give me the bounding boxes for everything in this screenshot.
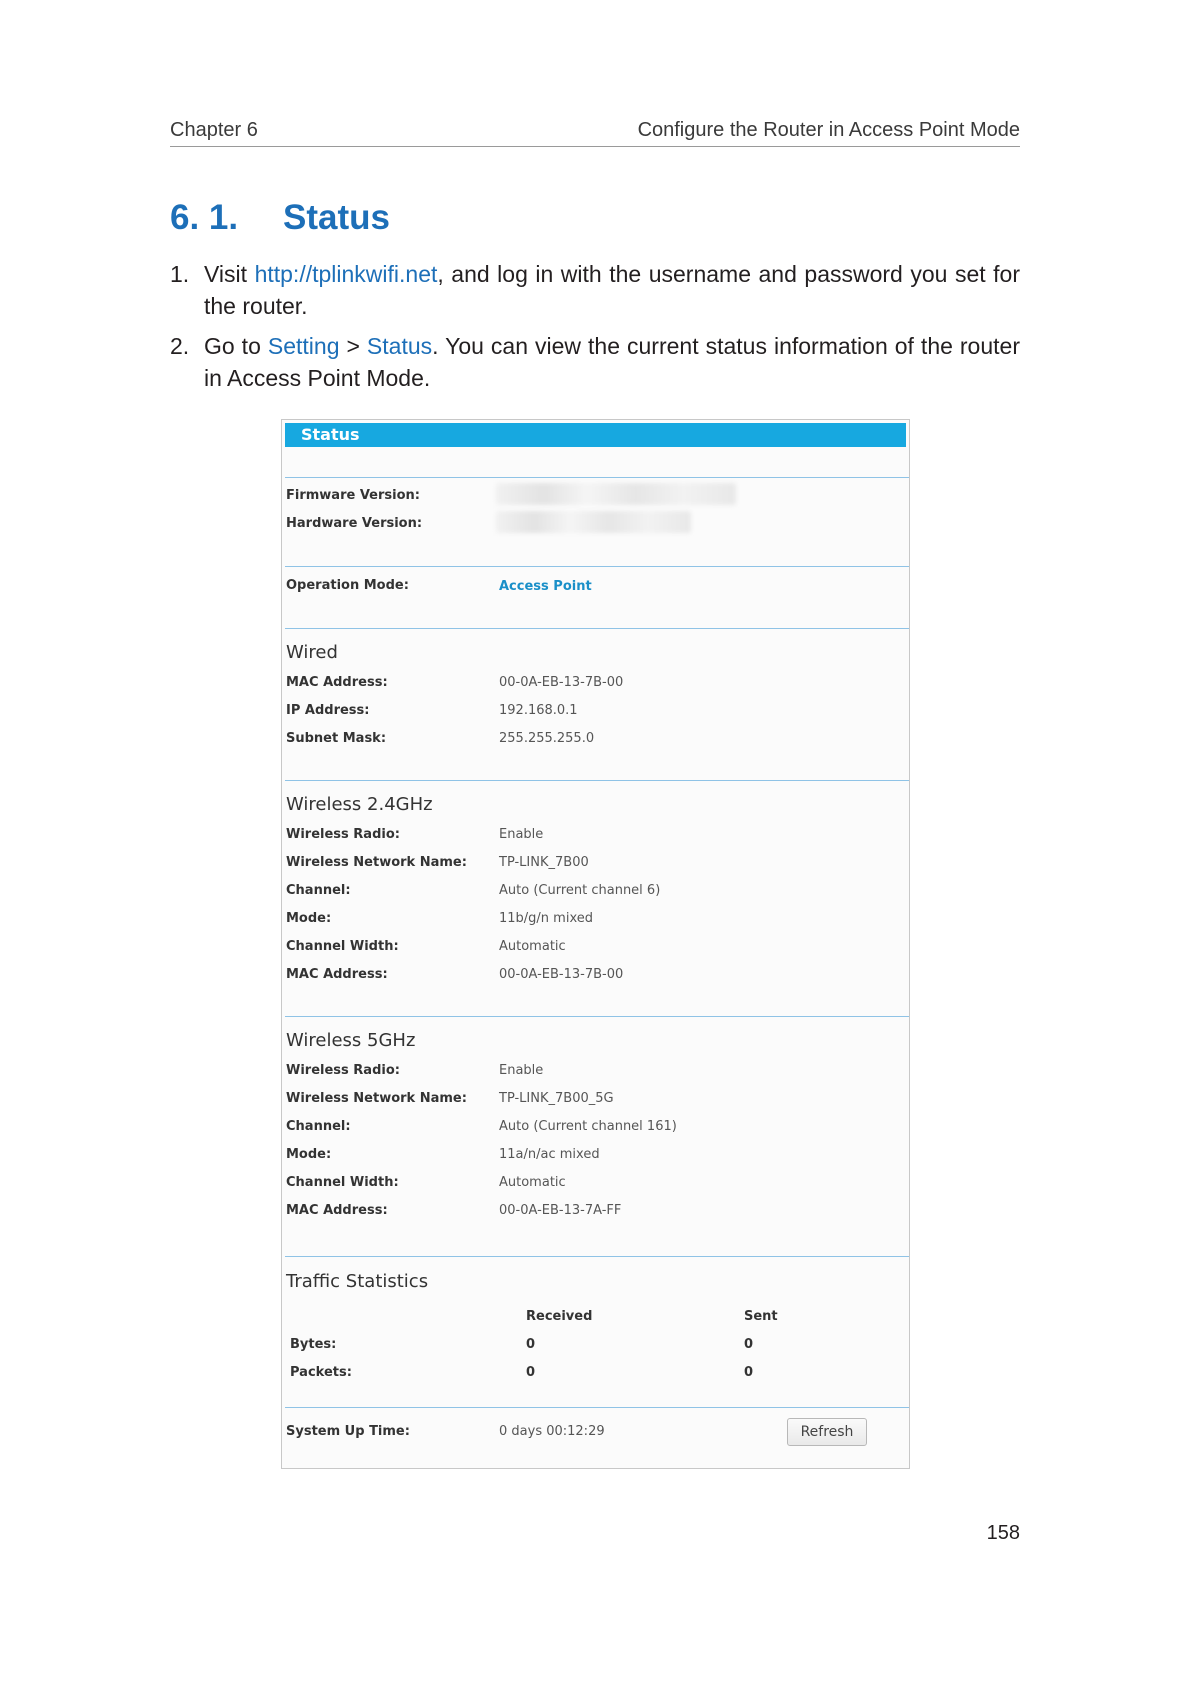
step-text-suffix: , and log in with the username and password you set for the router.: [204, 261, 1020, 319]
status-link[interactable]: Status: [366, 333, 433, 359]
wired-mac-label: MAC Address:: [286, 675, 388, 690]
wireless-5ghz-heading: Wireless 5GHz: [286, 1030, 416, 1051]
wired-subnet-label: Subnet Mask:: [286, 731, 387, 746]
section-heading: [170, 198, 390, 238]
chapter-label: Chapter 6: [170, 119, 258, 141]
wired-subnet-value: 255.255.255.0: [499, 731, 595, 746]
wireless-24ghz-heading: Wireless 2.4GHz: [286, 794, 433, 815]
w24-radio-value: Enable: [499, 827, 544, 842]
divider: [285, 566, 909, 567]
system-up-time-value: 0 days 00:12:29: [499, 1424, 605, 1439]
divider: [285, 1016, 909, 1017]
w24-mode-value: 11b/g/n mixed: [499, 911, 593, 926]
bytes-received-value: 0: [526, 1337, 536, 1352]
w24-ssid-label: Wireless Network Name:: [286, 855, 467, 870]
step-number: 1.: [170, 261, 190, 287]
operation-mode-value: Access Point: [499, 579, 592, 594]
w5-width-label: Channel Width:: [286, 1175, 399, 1190]
w24-width-label: Channel Width:: [286, 939, 399, 954]
refresh-button[interactable]: Refresh: [787, 1418, 867, 1446]
traffic-statistics-heading: Traffic Statistics: [286, 1271, 429, 1292]
divider: [285, 1256, 909, 1257]
w24-channel-value: Auto (Current channel 6): [499, 883, 661, 898]
wired-heading: Wired: [286, 642, 338, 663]
w5-channel-value: Auto (Current channel 161): [499, 1119, 677, 1134]
wired-ip-label: IP Address:: [286, 703, 370, 718]
received-column-header: Received: [526, 1309, 593, 1324]
firmware-version-label: Firmware Version:: [286, 488, 420, 503]
packets-label: Packets:: [290, 1365, 352, 1380]
sent-column-header: Sent: [744, 1309, 778, 1324]
divider: [285, 780, 909, 781]
packets-sent-value: 0: [744, 1365, 754, 1380]
w5-radio-label: Wireless Radio:: [286, 1063, 400, 1078]
w24-ssid-value: TP-LINK_7B00: [499, 855, 589, 870]
w5-channel-label: Channel:: [286, 1119, 351, 1134]
step-2: [170, 330, 1020, 394]
divider: [285, 1407, 909, 1408]
status-panel-title: Status: [285, 423, 906, 447]
divider: [285, 477, 909, 478]
tplinkwifi-link[interactable]: http://tplinkwifi.net: [254, 261, 438, 287]
status-panel-screenshot: [281, 419, 910, 1469]
firmware-version-redacted: [496, 483, 736, 505]
w24-mode-label: Mode:: [286, 911, 332, 926]
step-text-prefix: Visit: [204, 261, 255, 287]
w24-channel-label: Channel:: [286, 883, 351, 898]
w24-radio-label: Wireless Radio:: [286, 827, 400, 842]
page-number: 158: [986, 1522, 1020, 1544]
section-number: 6. 1.: [170, 198, 239, 237]
wired-ip-value: 192.168.0.1: [499, 703, 578, 718]
section-title: Status: [283, 198, 390, 237]
w5-mode-label: Mode:: [286, 1147, 332, 1162]
w5-mac-label: MAC Address:: [286, 1203, 388, 1218]
path-separator: >: [339, 333, 367, 359]
step-text-prefix: Go to: [204, 333, 268, 359]
hardware-version-redacted: [496, 511, 691, 533]
w5-radio-value: Enable: [499, 1063, 544, 1078]
w5-mode-value: 11a/n/ac mixed: [499, 1147, 600, 1162]
w5-ssid-label: Wireless Network Name:: [286, 1091, 467, 1106]
w5-mac-value: 00-0A-EB-13-7A-FF: [499, 1203, 622, 1218]
w24-width-value: Automatic: [499, 939, 566, 954]
operation-mode-label: Operation Mode:: [286, 578, 409, 593]
instruction-steps: [170, 258, 1020, 402]
setting-link[interactable]: Setting: [267, 333, 340, 359]
bytes-label: Bytes:: [290, 1337, 337, 1352]
w5-ssid-value: TP-LINK_7B00_5G: [499, 1091, 614, 1106]
w24-mac-label: MAC Address:: [286, 967, 388, 982]
step-1: [170, 258, 1020, 322]
step-number: 2.: [170, 333, 190, 359]
header-divider: [170, 146, 1020, 147]
packets-received-value: 0: [526, 1365, 536, 1380]
step-text-suffix: . You can view the current status information of the router in Access Point Mode.: [204, 333, 1020, 391]
w5-width-value: Automatic: [499, 1175, 566, 1190]
chapter-title: Configure the Router in Access Point Mode: [637, 119, 1020, 141]
wired-mac-value: 00-0A-EB-13-7B-00: [499, 675, 624, 690]
bytes-sent-value: 0: [744, 1337, 754, 1352]
divider: [285, 628, 909, 629]
hardware-version-label: Hardware Version:: [286, 516, 423, 531]
w24-mac-value: 00-0A-EB-13-7B-00: [499, 967, 624, 982]
system-up-time-label: System Up Time:: [286, 1424, 410, 1439]
